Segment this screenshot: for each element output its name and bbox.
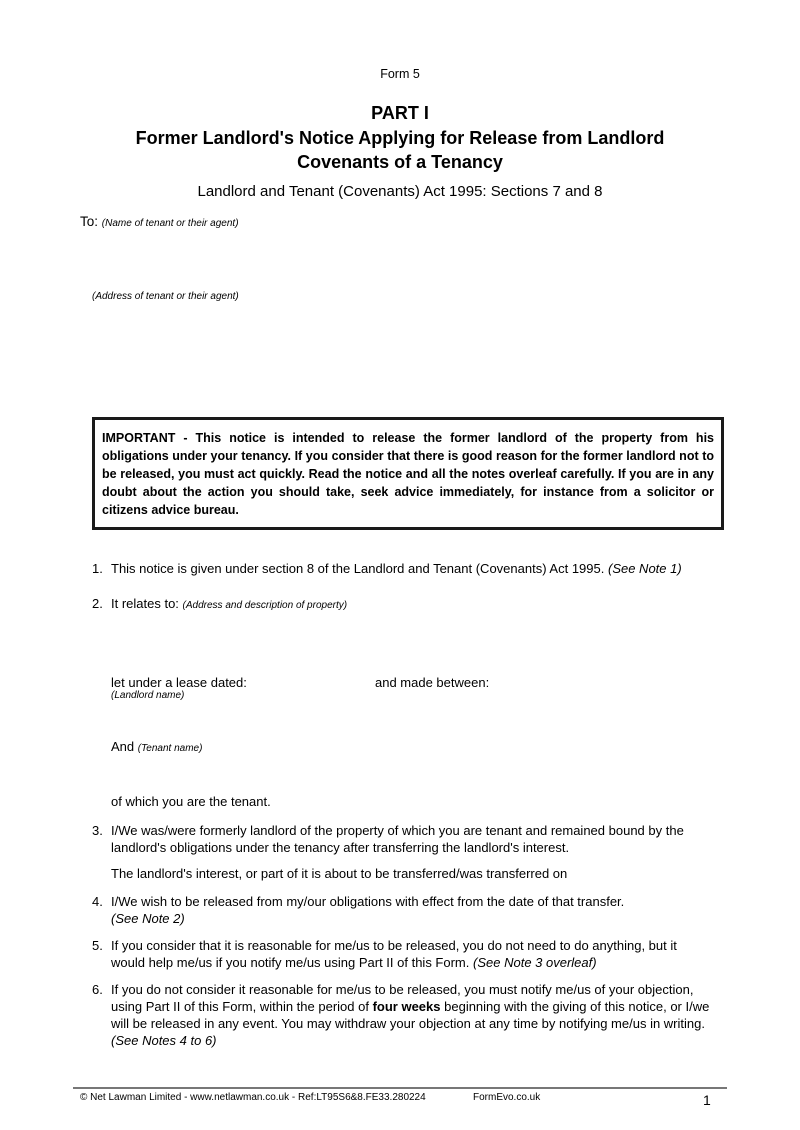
item-1-note: (See Note 1) (607, 561, 682, 576)
of-which-tenant-text: of which you are the tenant. (111, 794, 271, 809)
item-text (111, 560, 711, 577)
and-line (111, 739, 202, 754)
item-4-note: (See Note 2) (111, 911, 185, 926)
document-title (0, 126, 800, 174)
to-label: To: (80, 214, 99, 229)
item-number: 6. (92, 982, 103, 997)
item-4-text: I/We wish to be released from my/our obligations with effect from the date of that transfer. (111, 894, 625, 909)
item-number: 4. (92, 894, 103, 909)
to-line (80, 214, 239, 229)
footer-divider (73, 1087, 727, 1089)
item-text (111, 595, 711, 614)
page-number: 1 (703, 1092, 711, 1108)
item-number: 1. (92, 561, 103, 576)
item-number: 5. (92, 938, 103, 953)
tenant-name-hint: (Name of tenant or their agent) (101, 218, 239, 229)
item-5-note: (See Note 3 overleaf) (473, 955, 597, 970)
footer-copyright: © Net Lawman Limited - www.netlawman.co.uk - Ref:LT95S6&8.FE33.280224 (80, 1092, 426, 1103)
item-3-transfer-text: The landlord's interest, or part of it is about to be transferred/was transferred on (111, 866, 568, 881)
item-6-text-before: If you do not consider it reasonable for me/us to be released, you must notify me/us of your objection, using Part II of this Form, within the period of (111, 982, 694, 1014)
part-heading: PART I (371, 103, 429, 123)
document-subtitle: Landlord and Tenant (Covenants) Act 1995: Sections 7 and 8 (197, 183, 603, 200)
made-between-label: and made between: (375, 675, 490, 690)
and-label: And (111, 739, 135, 754)
item-number: 3. (92, 823, 103, 838)
item-6-note: (See Notes 4 to 6) (111, 1033, 217, 1048)
important-notice-box (92, 417, 724, 530)
four-weeks-emphasis: four weeks (372, 999, 441, 1014)
item-2-text: It relates to: (111, 596, 179, 611)
item-6-text-after: beginning with the giving of this notice, or I/we will be released in any event. You may withdraw your objection at any time by notifying me/us in writing. (111, 999, 710, 1031)
item-5-text: If you consider that it is reasonable for me/us to be released, you do not need to do anything, but it would help me/us if you notify me/us using Part II of this Form. (111, 938, 677, 970)
item-text (111, 937, 711, 971)
tenant-name-hint-2: (Tenant name) (137, 743, 203, 754)
item-text (111, 893, 711, 927)
important-notice-text: IMPORTANT - This notice is intended to release the former landlord of the property from his obligations under your tenancy. If you consider that there is good reason for the former landlord not to be released, you must act quickly. Read the notice and all the notes overleaf carefully. If you are in any doubt about the action you should take, seek advice immediately, for instance from a solicitor or citizens advice bureau. (102, 431, 714, 517)
document-title-text: Former Landlord's Notice Applying for Release from Landlord Covenants of a Tenancy (135, 128, 665, 172)
item-3-text: I/We was/were formerly landlord of the property of which you are tenant and remained bound by the landlord's obligations under the tenancy after transferring the landlord's interest. (111, 823, 684, 855)
landlord-name-hint: (Landlord name) (111, 690, 185, 701)
form-number: Form 5 (380, 67, 420, 81)
property-hint: (Address and description of property) (182, 600, 348, 611)
footer-site: FormEvo.co.uk (473, 1092, 541, 1103)
tenant-address-hint: (Address of tenant or their agent) (92, 291, 239, 302)
item-number: 2. (92, 596, 103, 611)
item-1-text: This notice is given under section 8 of the Landlord and Tenant (Covenants) Act 1995. (111, 561, 605, 576)
lease-dated-label: let under a lease dated: (111, 675, 247, 690)
item-text (111, 981, 711, 1049)
